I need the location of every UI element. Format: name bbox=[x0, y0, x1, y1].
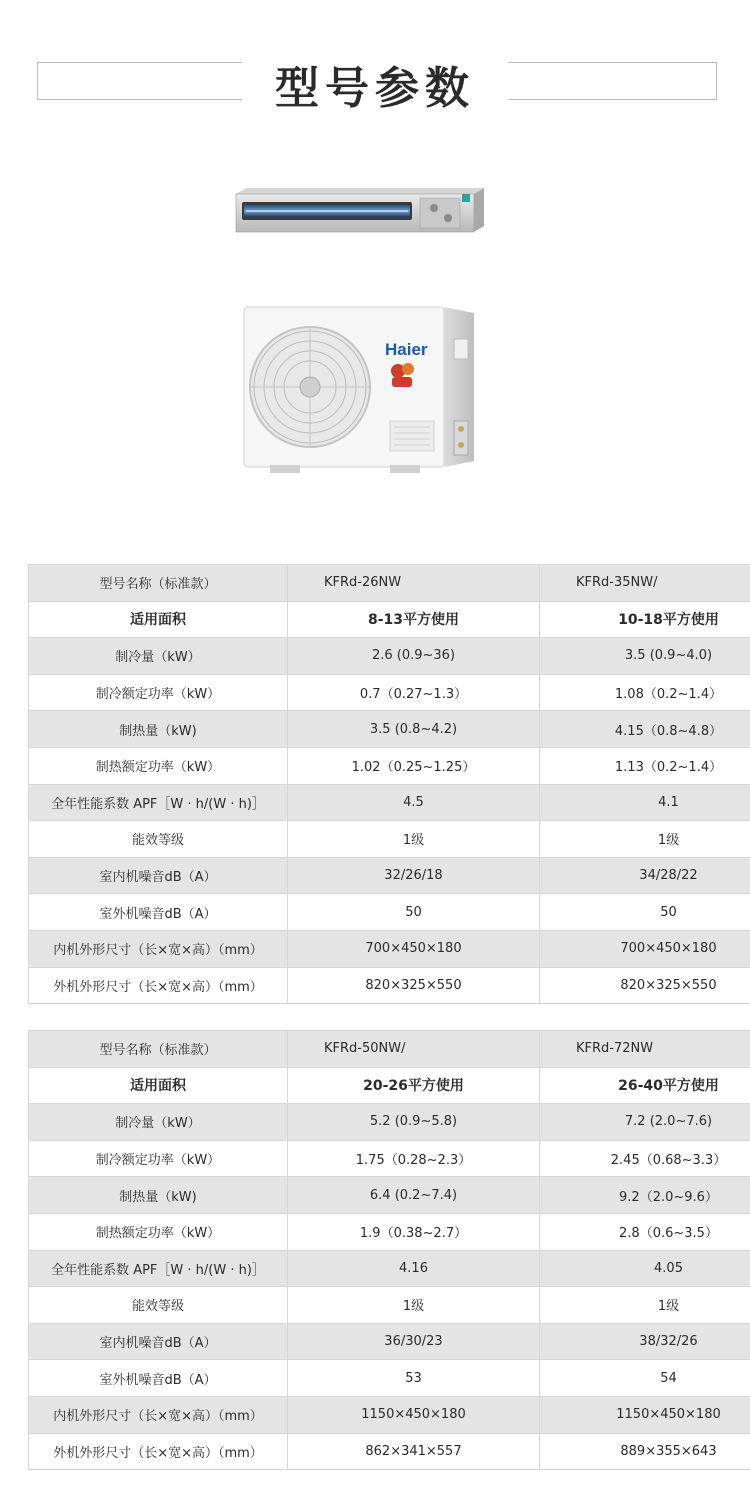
row-value-b: 54 bbox=[540, 1360, 750, 1397]
row-value-a: 50 bbox=[288, 894, 540, 931]
row-label: 室内机噪音dB（A） bbox=[29, 1323, 288, 1360]
row-value-b: 700×450×180 bbox=[540, 930, 750, 967]
model-b: KFRd-72NW bbox=[540, 1031, 750, 1068]
table-row bbox=[29, 894, 750, 931]
outdoor-unit-image bbox=[240, 303, 478, 478]
row-label: 室外机噪音dB（A） bbox=[29, 1360, 288, 1397]
row-value-a: 36/30/23 bbox=[288, 1323, 540, 1360]
row-value-b: 7.2 (2.0~7.6) bbox=[540, 1104, 750, 1141]
row-label: 能效等级 bbox=[29, 1287, 288, 1324]
table-row bbox=[29, 638, 750, 675]
table-row bbox=[29, 1396, 750, 1433]
table-row bbox=[29, 1213, 750, 1250]
row-label: 内机外形尺寸（长×宽×高）（mm） bbox=[29, 930, 288, 967]
page-title: 型号参数 bbox=[275, 63, 475, 114]
row-label: 制冷量（kW） bbox=[29, 1104, 288, 1141]
row-label: 制热额定功率（kW） bbox=[29, 747, 288, 784]
row-value-b: 1.13（0.2~1.4） bbox=[540, 747, 750, 784]
row-value-a: 820×325×550 bbox=[288, 967, 540, 1004]
row-value-b: 1级 bbox=[540, 821, 750, 858]
table-row-area bbox=[29, 601, 750, 638]
table-row bbox=[29, 747, 750, 784]
row-label: 制冷额定功率（kW） bbox=[29, 674, 288, 711]
table-row bbox=[29, 1323, 750, 1360]
title-frame-left bbox=[37, 62, 242, 100]
row-label: 制冷额定功率（kW） bbox=[29, 1140, 288, 1177]
table-row bbox=[29, 1140, 750, 1177]
row-value-a: 1级 bbox=[288, 1287, 540, 1324]
table-row bbox=[29, 1287, 750, 1324]
area-a: 8-13平方使用 bbox=[288, 601, 540, 638]
row-value-a: 700×450×180 bbox=[288, 930, 540, 967]
table-row bbox=[29, 674, 750, 711]
row-value-b: 1.08（0.2~1.4） bbox=[540, 674, 750, 711]
fan-icon bbox=[250, 327, 370, 447]
row-label: 室外机噪音dB（A） bbox=[29, 894, 288, 931]
model-name-label: 型号名称（标准款） bbox=[29, 1031, 288, 1068]
table-header-row bbox=[29, 565, 750, 602]
area-b: 10-18平方使用 bbox=[540, 601, 750, 638]
row-value-a: 53 bbox=[288, 1360, 540, 1397]
row-value-a: 1150×450×180 bbox=[288, 1396, 540, 1433]
area-a: 20-26平方使用 bbox=[288, 1067, 540, 1104]
brand-logo: Haier bbox=[385, 340, 428, 359]
row-value-b: 2.8（0.6~3.5） bbox=[540, 1213, 750, 1250]
row-label: 制冷量（kW） bbox=[29, 638, 288, 675]
row-label: 制热量（kW) bbox=[29, 711, 288, 748]
row-value-a: 2.6 (0.9~36) bbox=[288, 638, 540, 675]
row-label: 全年性能系数 APF［W · h/(W · h)］ bbox=[29, 784, 288, 821]
page-header bbox=[0, 0, 750, 130]
table-row bbox=[29, 967, 750, 1004]
row-label: 全年性能系数 APF［W · h/(W · h)］ bbox=[29, 1250, 288, 1287]
row-value-b: 4.05 bbox=[540, 1250, 750, 1287]
row-value-b: 9.2（2.0~9.6） bbox=[540, 1177, 750, 1214]
table-row bbox=[29, 1104, 750, 1141]
row-label: 外机外形尺寸（长×宽×高）（mm） bbox=[29, 967, 288, 1004]
table-row-area bbox=[29, 1067, 750, 1104]
row-value-a: 1.02（0.25~1.25） bbox=[288, 747, 540, 784]
row-value-a: 1.75（0.28~2.3） bbox=[288, 1140, 540, 1177]
row-value-a: 4.16 bbox=[288, 1250, 540, 1287]
model-a: KFRd-50NW/ bbox=[288, 1031, 540, 1068]
row-label: 室内机噪音dB（A） bbox=[29, 857, 288, 894]
spec-table-1 bbox=[28, 564, 750, 1004]
row-label: 内机外形尺寸（长×宽×高）（mm） bbox=[29, 1396, 288, 1433]
row-value-b: 889×355×643 bbox=[540, 1433, 750, 1470]
row-value-b: 4.1 bbox=[540, 784, 750, 821]
table-row bbox=[29, 1250, 750, 1287]
row-value-b: 34/28/22 bbox=[540, 857, 750, 894]
model-name-label: 型号名称（标准款） bbox=[29, 565, 288, 602]
row-value-a: 3.5 (0.8~4.2) bbox=[288, 711, 540, 748]
table-row bbox=[29, 711, 750, 748]
indoor-unit-image bbox=[234, 186, 486, 234]
area-label: 适用面积 bbox=[29, 1067, 288, 1104]
row-value-b: 1级 bbox=[540, 1287, 750, 1324]
table-row bbox=[29, 1177, 750, 1214]
table-row bbox=[29, 857, 750, 894]
row-value-a: 1级 bbox=[288, 821, 540, 858]
row-value-b: 38/32/26 bbox=[540, 1323, 750, 1360]
row-value-a: 32/26/18 bbox=[288, 857, 540, 894]
table-row bbox=[29, 930, 750, 967]
area-b: 26-40平方使用 bbox=[540, 1067, 750, 1104]
row-value-b: 1150×450×180 bbox=[540, 1396, 750, 1433]
row-label: 能效等级 bbox=[29, 821, 288, 858]
row-value-b: 820×325×550 bbox=[540, 967, 750, 1004]
title-frame-right bbox=[508, 62, 717, 100]
table-row bbox=[29, 1360, 750, 1397]
model-a: KFRd-26NW bbox=[288, 565, 540, 602]
table-row bbox=[29, 1433, 750, 1470]
model-b: KFRd-35NW/ bbox=[540, 565, 750, 602]
row-value-a: 1.9（0.38~2.7） bbox=[288, 1213, 540, 1250]
row-value-a: 5.2 (0.9~5.8) bbox=[288, 1104, 540, 1141]
area-label: 适用面积 bbox=[29, 601, 288, 638]
row-value-b: 2.45（0.68~3.3） bbox=[540, 1140, 750, 1177]
row-label: 制热量（kW) bbox=[29, 1177, 288, 1214]
row-value-a: 6.4 (0.2~7.4) bbox=[288, 1177, 540, 1214]
row-value-b: 3.5 (0.9~4.0) bbox=[540, 638, 750, 675]
table-header-row bbox=[29, 1031, 750, 1068]
table-row bbox=[29, 784, 750, 821]
row-value-a: 0.7（0.27~1.3） bbox=[288, 674, 540, 711]
row-value-b: 50 bbox=[540, 894, 750, 931]
row-value-a: 862×341×557 bbox=[288, 1433, 540, 1470]
table-row bbox=[29, 821, 750, 858]
row-label: 制热额定功率（kW） bbox=[29, 1213, 288, 1250]
row-value-b: 4.15（0.8~4.8） bbox=[540, 711, 750, 748]
spec-table-2 bbox=[28, 1030, 750, 1470]
row-label: 外机外形尺寸（长×宽×高）（mm） bbox=[29, 1433, 288, 1470]
row-value-a: 4.5 bbox=[288, 784, 540, 821]
